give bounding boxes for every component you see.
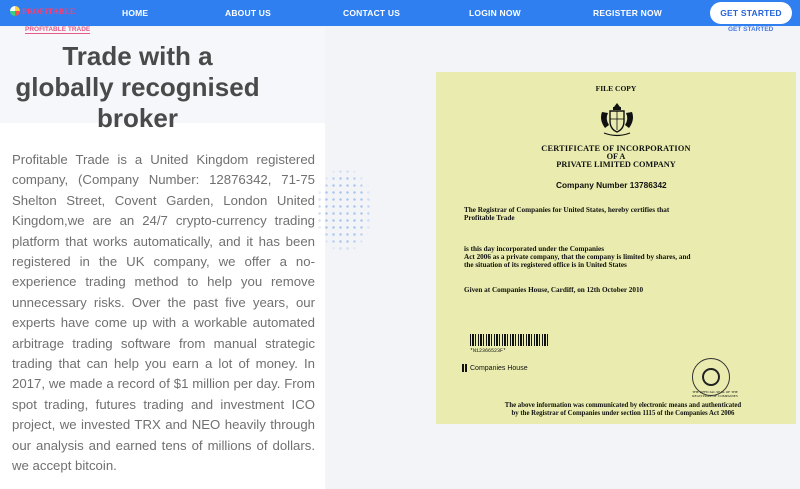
cert-para-1-line-2: Profitable Trade bbox=[464, 214, 515, 222]
logo-icon bbox=[10, 6, 20, 16]
headline-line-2: globally recognised bbox=[15, 72, 260, 102]
get-started-button[interactable]: GET STARTED bbox=[710, 2, 792, 24]
nav-about-link[interactable]: ABOUT US bbox=[225, 8, 271, 18]
cert-file-copy: FILE COPY bbox=[595, 84, 637, 93]
nav-login-link[interactable]: LOGIN NOW bbox=[469, 8, 521, 18]
logo-text: PROFITABLE bbox=[22, 6, 76, 16]
ghost-brand-label: PROFITABLE TRADE bbox=[25, 26, 91, 33]
top-navbar bbox=[0, 0, 800, 26]
cert-title-line-1: CERTIFICATE OF INCORPORATION bbox=[541, 144, 691, 153]
cert-footer bbox=[458, 402, 788, 418]
cert-para-2-line-3: the situation of its registered office is in United States bbox=[464, 261, 627, 269]
royal-crest-icon bbox=[596, 100, 638, 138]
incorporation-certificate-image bbox=[436, 72, 796, 424]
barcode-icon bbox=[470, 334, 548, 346]
cert-given-at: Given at Companies House, Cardiff, on 12th October 2010 bbox=[464, 286, 644, 294]
headline-line-1: Trade with a bbox=[62, 41, 213, 71]
cert-title-line-3: PRIVATE LIMITED COMPANY bbox=[556, 160, 676, 169]
cert-footer-line-2: by the Registrar of Companies under section 1115 of the Companies Act 2006 bbox=[511, 410, 735, 417]
seal-caption-line-1: THE OFFICIAL SEAL OF THE bbox=[692, 390, 738, 394]
nav-contact-link[interactable]: CONTACT US bbox=[343, 8, 401, 18]
companies-house-text: Companies House bbox=[470, 364, 528, 372]
cert-footer-line-1: The above information was communicated by electronic means and authenticated bbox=[504, 402, 742, 409]
cert-company-number: Company Number 13786342 bbox=[556, 180, 667, 190]
cert-barcode-number: *N12366523F* bbox=[470, 348, 507, 354]
hero-headline bbox=[10, 41, 265, 134]
ghost-get-started-label: GET STARTED bbox=[728, 26, 774, 33]
cert-para-2-line-2: Act 2006 as a private company, that the company is limited by shares, and bbox=[464, 253, 691, 261]
nav-home-link[interactable]: HOME bbox=[122, 8, 149, 18]
companies-house-logo bbox=[462, 364, 528, 372]
headline-line-3: broker bbox=[97, 103, 178, 133]
seal-caption-line-2: REGISTRAR OF COMPANIES bbox=[692, 394, 738, 398]
seal-caption bbox=[680, 390, 750, 398]
hero-description: Profitable Trade is a United Kingdom registered company, (Company Number: 12876342, 71-75 Shelton Street, Covent Garden, London United Kingdom,we are an 24/7 crypto-currency trading platform that works automatically, and it has been registered in the UK company, we offer a no-experience trading method to help you remove unnecessary risks. Over the past five years, our experts have come up with a workable automated arbitrage trading software from manual strategic trading that can help you earn a lot of money. In 2017, we made a record of $1 million per day. From spot trading, futures trading and investment ICO project, we invested TRX and NEO heavily through our analysis and earned tens of millions of dollars. we accept bitcoin. bbox=[12, 152, 315, 474]
dot-pattern-decoration bbox=[316, 168, 372, 252]
cert-para-2-line-1: is this day incorporated under the Companies bbox=[464, 245, 605, 253]
site-logo[interactable] bbox=[10, 4, 75, 18]
seal-inner-ring bbox=[702, 368, 720, 386]
nav-register-link[interactable]: REGISTER NOW bbox=[593, 8, 662, 18]
cert-title-line-2: OF A bbox=[606, 152, 626, 161]
cert-para-1-line-1: The Registrar of Companies for United States, hereby certifies that bbox=[464, 206, 670, 214]
companies-house-icon bbox=[462, 364, 467, 372]
